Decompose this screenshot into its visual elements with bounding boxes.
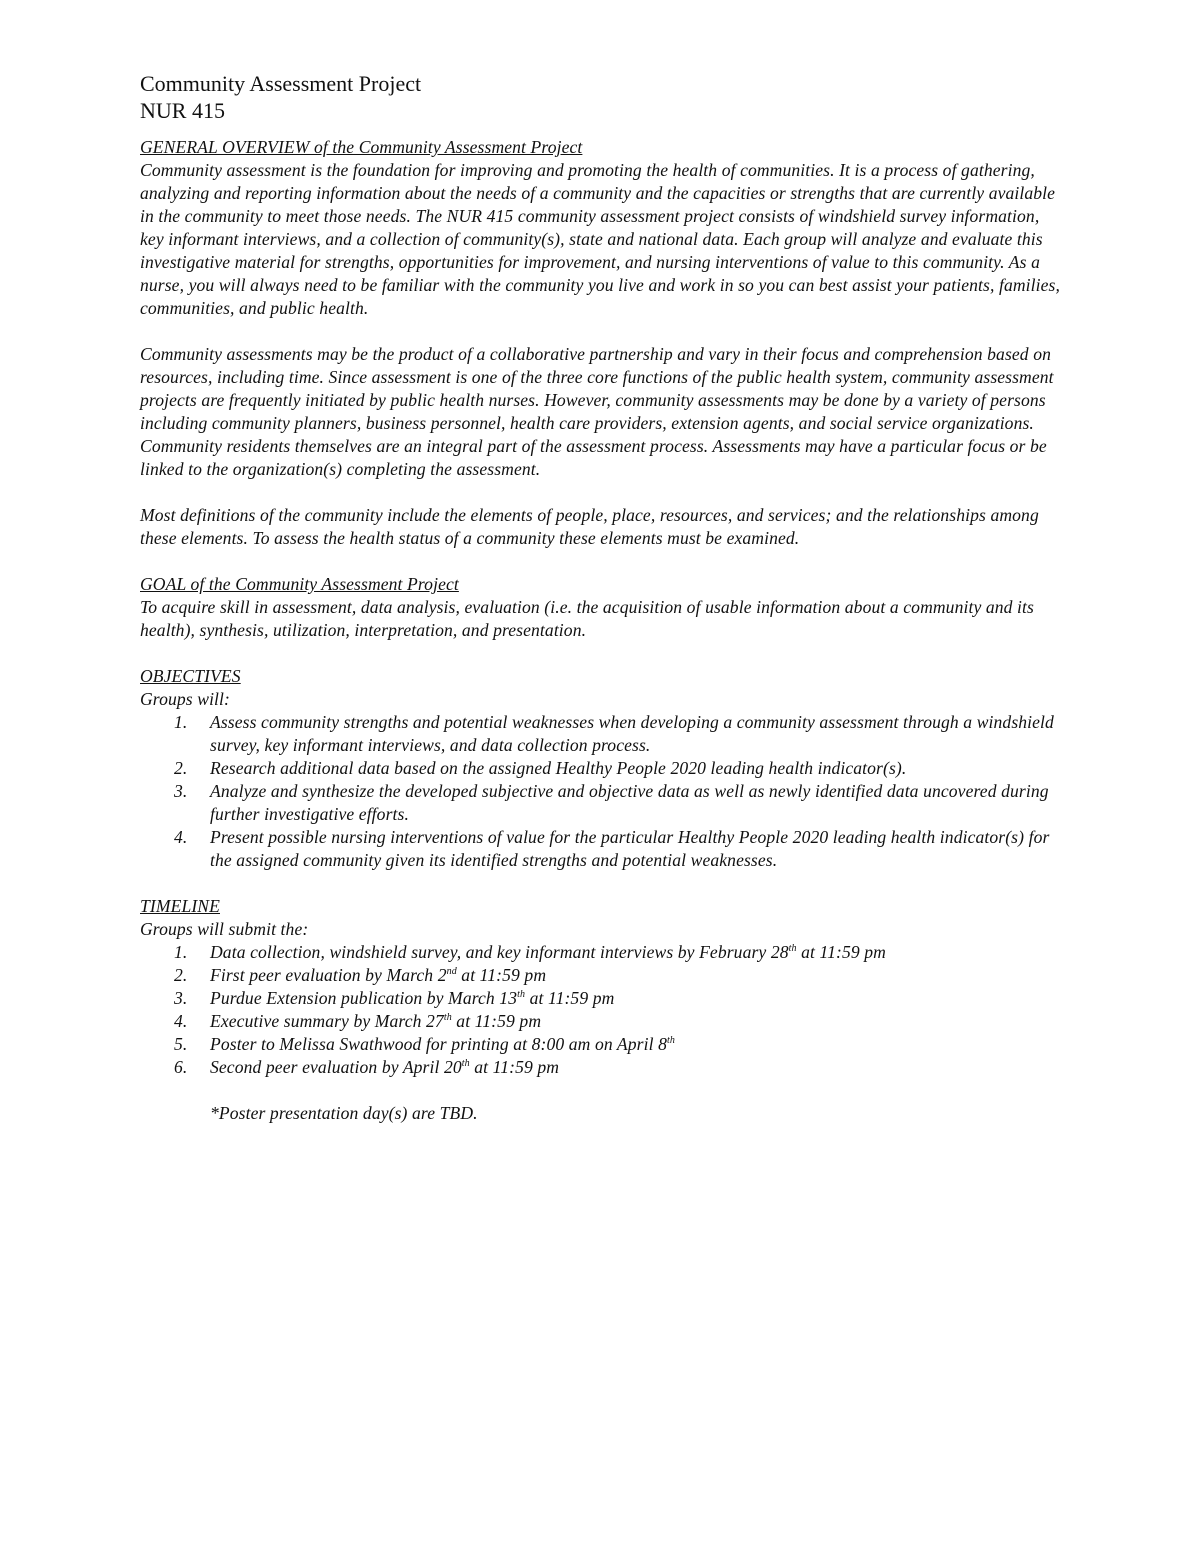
timeline-item: Purdue Extension publication by March 13th at 11:59 pm (210, 988, 615, 1008)
overview-section (140, 136, 1060, 550)
timeline-item: Poster to Melissa Swathwood for printing at 8:00 am on April 8th (210, 1034, 675, 1054)
objective-item: Analyze and synthesize the developed subjective and objective data as well as newly identified data uncovered during further investigative efforts. (210, 781, 1049, 824)
objective-item: Research additional data based on the assigned Healthy People 2020 leading health indicator(s). (210, 758, 907, 778)
document-page (140, 70, 1060, 1125)
timeline-section (140, 895, 1060, 1125)
overview-heading: GENERAL OVERVIEW of the Community Assessment Project (140, 137, 583, 157)
overview-paragraph-1: Community assessment is the foundation for improving and promoting the health of communities. It is a process of gathering, analyzing and reporting information about the needs of a community and the capacities or strengths that are currently available in the community to meet those needs. The NUR 415 community assessment project consists of windshield survey information, key informant interviews, and a collection of community(s), state and national data. Each group will analyze and evaluate this investigative material for strengths, opportunities for improvement, and nursing interventions of value to this community. As a nurse, you will always need to be familiar with the community you live and work in so you can best assist your patients, families, communities, and public health. (140, 160, 1060, 318)
timeline-item: First peer evaluation by March 2nd at 11:59 pm (210, 965, 547, 985)
goal-heading: GOAL of the Community Assessment Project (140, 574, 459, 594)
timeline-intro: Groups will submit the: (140, 919, 309, 939)
timeline-item: Executive summary by March 27th at 11:59 pm (210, 1011, 542, 1031)
timeline-heading: TIMELINE (140, 896, 220, 916)
objective-item: Present possible nursing interventions of value for the particular Healthy People 2020 leading health indicator(s) for the assigned community given its identified strengths and potential weaknesses. (210, 827, 1050, 870)
overview-paragraph-3: Most definitions of the community include the elements of people, place, resources, and services; and the relationships among these elements. To assess the health status of a community these elements must be examined. (140, 505, 1039, 548)
objectives-section (140, 665, 1060, 872)
goal-text: To acquire skill in assessment, data analysis, evaluation (i.e. the acquisition of usable information about a community and its health), synthesis, utilization, interpretation, and presentation. (140, 597, 1034, 640)
document-title: Community Assessment Project (140, 71, 422, 96)
overview-paragraph-2: Community assessments may be the product of a collaborative partnership and vary in their focus and comprehension based on resources, including time. Since assessment is one of the three core functions of the public health system, community assessment projects are frequently initiated by public health nurses. However, community assessments may be done by a variety of persons including community planners, business personnel, health care providers, extension agents, and social service organizations. Community residents themselves are an integral part of the assessment process. Assessments may have a particular focus or be linked to the organization(s) completing the assessment. (140, 344, 1054, 479)
timeline-list (140, 941, 1060, 1079)
timeline-note: *Poster presentation day(s) are TBD. (210, 1103, 478, 1123)
timeline-item: Data collection, windshield survey, and key informant interviews by February 28th at 11:59 pm (210, 942, 886, 962)
course-code: NUR 415 (140, 98, 225, 123)
objectives-list (140, 711, 1060, 872)
objectives-intro: Groups will: (140, 689, 230, 709)
timeline-item: Second peer evaluation by April 20th at 11:59 pm (210, 1057, 560, 1077)
objectives-heading: OBJECTIVES (140, 666, 241, 686)
objective-item: Assess community strengths and potential weaknesses when developing a community assessment through a windshield survey, key informant interviews, and data collection process. (210, 712, 1054, 755)
goal-section (140, 573, 1060, 642)
